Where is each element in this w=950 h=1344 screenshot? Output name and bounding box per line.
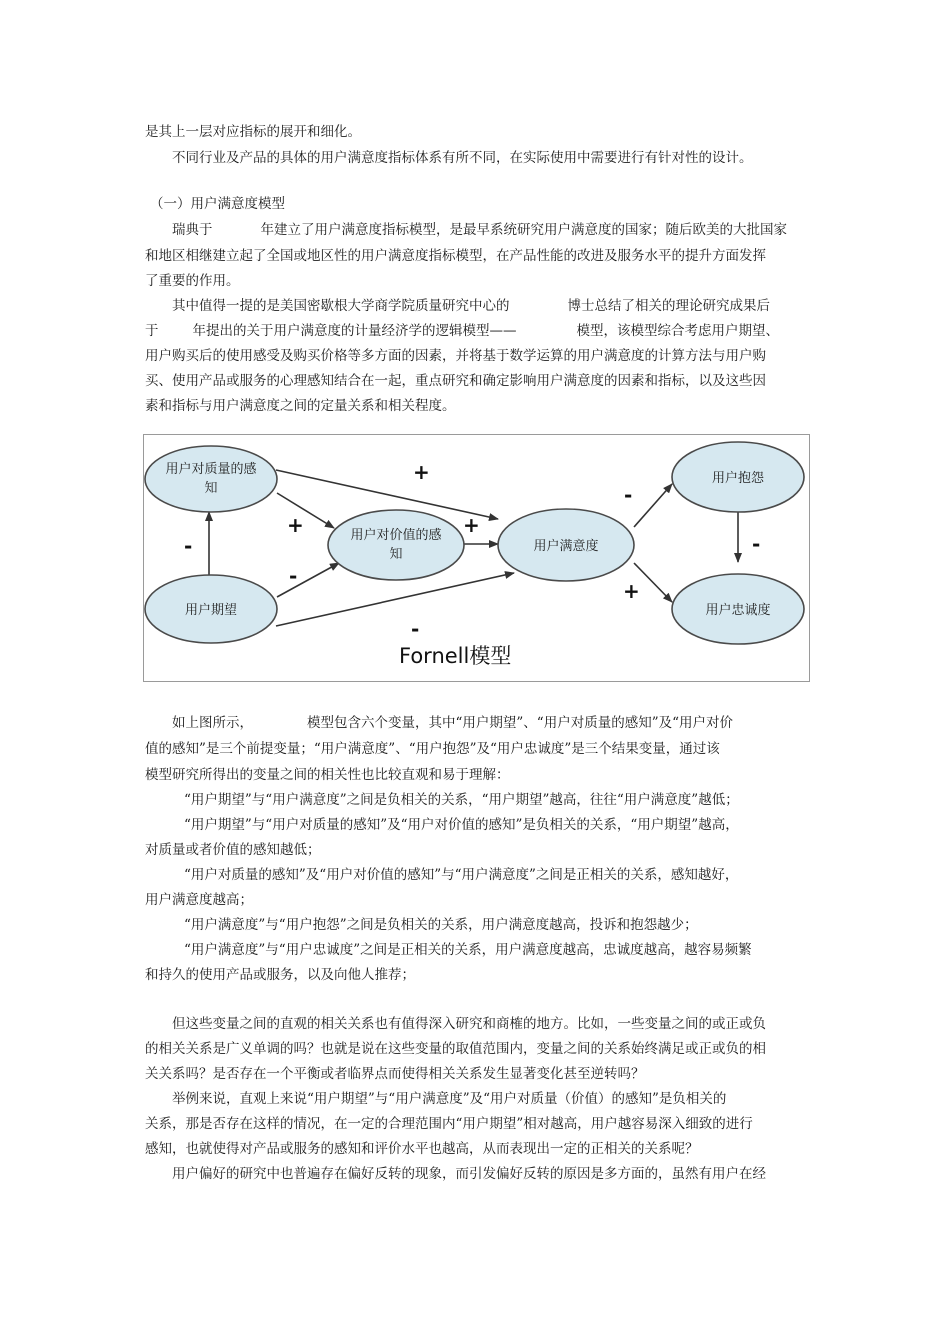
node-expectation bbox=[145, 575, 277, 643]
edge-quality-value bbox=[277, 493, 334, 528]
text-fragment: 瑞典于 bbox=[172, 222, 213, 238]
text-line: 是其上一层对应指标的展开和细化。 bbox=[145, 124, 361, 140]
node-label: 用户期望 bbox=[184, 603, 238, 618]
edge-expectation-value bbox=[277, 563, 339, 597]
node-quality-perception bbox=[145, 446, 277, 512]
edge-sign: + bbox=[287, 513, 304, 537]
text-line: 了重要的作用。 bbox=[145, 273, 240, 289]
text-line: 素和指标与用户满意度之间的定量关系和相关程度。 bbox=[145, 398, 456, 414]
text-line: 和持久的使用产品或服务，以及向他人推荐； bbox=[145, 967, 415, 983]
node-label: 用户忠诚度 bbox=[705, 603, 771, 618]
section-heading: （一）用户满意度模型 bbox=[150, 196, 285, 212]
text-line: 的相关关系是广义单调的吗？也就是说在这些变量的取值范围内，变量之间的关系始终满足或正或负的相 bbox=[145, 1041, 766, 1057]
text-line: 举例来说，直观上来说“用户期望”与“用户满意度”及“用户对质量（价值）的感知”是负相关的 bbox=[172, 1091, 727, 1107]
text-fragment: 年提出的关于用户满意度的计量经济学的逻辑模型—— bbox=[192, 323, 517, 339]
text-fragment: 年建立了用户满意度指标模型，是最早系统研究用户满意度的国家；随后欧美的大批国家 bbox=[260, 222, 787, 238]
text-line: 但这些变量之间的直观的相关关系也有值得深入研究和商榷的地方。比如，一些变量之间的或正或负 bbox=[172, 1016, 766, 1032]
text-line: “用户期望”与“用户对质量的感知”及“用户对价值的感知”是负相关的关系，“用户期望”越高， bbox=[184, 817, 739, 833]
node-label: 知 bbox=[204, 481, 218, 496]
text-line bbox=[172, 222, 787, 238]
text-line: “用户期望”与“用户满意度”之间是负相关的关系，“用户期望”越高，往往“用户满意度”越低； bbox=[184, 792, 739, 808]
text-line: 值的感知”是三个前提变量；“用户满意度”、“用户抱怨”及“用户忠诚度”是三个结果变量，通过该 bbox=[145, 741, 720, 757]
edge-expectation-satisfaction bbox=[276, 573, 514, 626]
text-fragment: 博士总结了相关的理论研究成果后 bbox=[567, 298, 770, 314]
text-line: 关关系吗？是否存在一个平衡或者临界点而使得相关关系发生显著变化甚至逆转吗？ bbox=[145, 1066, 645, 1082]
text-line: 买、使用产品或服务的心理感知结合在一起，重点研究和确定影响用户满意度的因素和指标，以及这些因 bbox=[145, 373, 766, 389]
node-loyalty bbox=[672, 574, 804, 644]
text-line: 用户购买后的使用感受及购买价格等多方面的因素，并将基于数学运算的用户满意度的计算方法与用户购 bbox=[145, 348, 766, 364]
text-line: 对质量或者价值的感知越低； bbox=[145, 842, 321, 858]
text-line bbox=[145, 323, 779, 339]
edge-sign: - bbox=[184, 534, 193, 558]
text-fragment: 模型，该模型综合考虑用户期望、 bbox=[576, 323, 779, 339]
node-value-perception bbox=[328, 510, 464, 580]
fornell-model-diagram bbox=[143, 434, 810, 682]
edge-sign: - bbox=[752, 532, 761, 556]
text-fragment: 如上图所示， bbox=[172, 715, 253, 731]
edge-sign: + bbox=[623, 579, 640, 603]
node-label: 用户满意度 bbox=[533, 539, 599, 554]
edge-sign: - bbox=[624, 483, 633, 507]
text-line: 模型研究所得出的变量之间的相关性也比较直观和易于理解： bbox=[145, 767, 510, 783]
edge-sign: + bbox=[413, 460, 430, 484]
text-line: 用户满意度越高； bbox=[145, 892, 253, 908]
node-label: 知 bbox=[389, 547, 403, 562]
diagram-svg bbox=[144, 435, 809, 681]
text-line: “用户满意度”与“用户抱怨”之间是负相关的关系，用户满意度越高，投诉和抱怨越少； bbox=[184, 917, 698, 933]
text-line: 不同行业及产品的具体的用户满意度指标体系有所不同，在实际使用中需要进行有针对性的设计。 bbox=[172, 150, 753, 166]
node-satisfaction bbox=[498, 509, 634, 581]
text-line: 感知，也就使得对产品或服务的感知和评价水平也越高，从而表现出一定的正相关的关系呢？ bbox=[145, 1141, 699, 1157]
text-fragment: 于 bbox=[145, 323, 159, 339]
node-complaint bbox=[672, 442, 804, 512]
text-line: 用户偏好的研究中也普遍存在偏好反转的现象，而引发偏好反转的原因是多方面的，虽然有用户在经 bbox=[172, 1166, 766, 1182]
diagram-caption: Fornell模型 bbox=[399, 644, 512, 668]
text-line bbox=[172, 715, 733, 731]
node-label: 用户对价值的感 bbox=[350, 528, 442, 543]
edge-satisfaction-complaint bbox=[634, 484, 672, 527]
text-line: “用户满意度”与“用户忠诚度”之间是正相关的关系，用户满意度越高，忠诚度越高，越容易频繁 bbox=[184, 942, 752, 958]
edge-sign: - bbox=[289, 564, 298, 588]
text-line bbox=[172, 298, 770, 314]
text-line: “用户对质量的感知”及“用户对价值的感知”与“用户满意度”之间是正相关的关系，感知越好， bbox=[184, 867, 739, 883]
text-fragment: 其中值得一提的是美国密歇根大学商学院质量研究中心的 bbox=[172, 298, 510, 314]
node-label: 用户对质量的感 bbox=[165, 462, 257, 477]
edge-sign: + bbox=[463, 513, 480, 537]
text-fragment: 模型包含六个变量，其中“用户期望”、“用户对质量的感知”及“用户对价 bbox=[307, 715, 734, 731]
text-line: 和地区相继建立起了全国或地区性的用户满意度指标模型，在产品性能的改进及服务水平的提升方面发挥 bbox=[145, 248, 766, 264]
edge-sign: - bbox=[411, 617, 420, 641]
node-label: 用户抱怨 bbox=[711, 471, 765, 486]
text-line: 关系，那是否存在这样的情况，在一定的合理范围内“用户期望”相对越高，用户越容易深入细致的进行 bbox=[145, 1116, 753, 1132]
